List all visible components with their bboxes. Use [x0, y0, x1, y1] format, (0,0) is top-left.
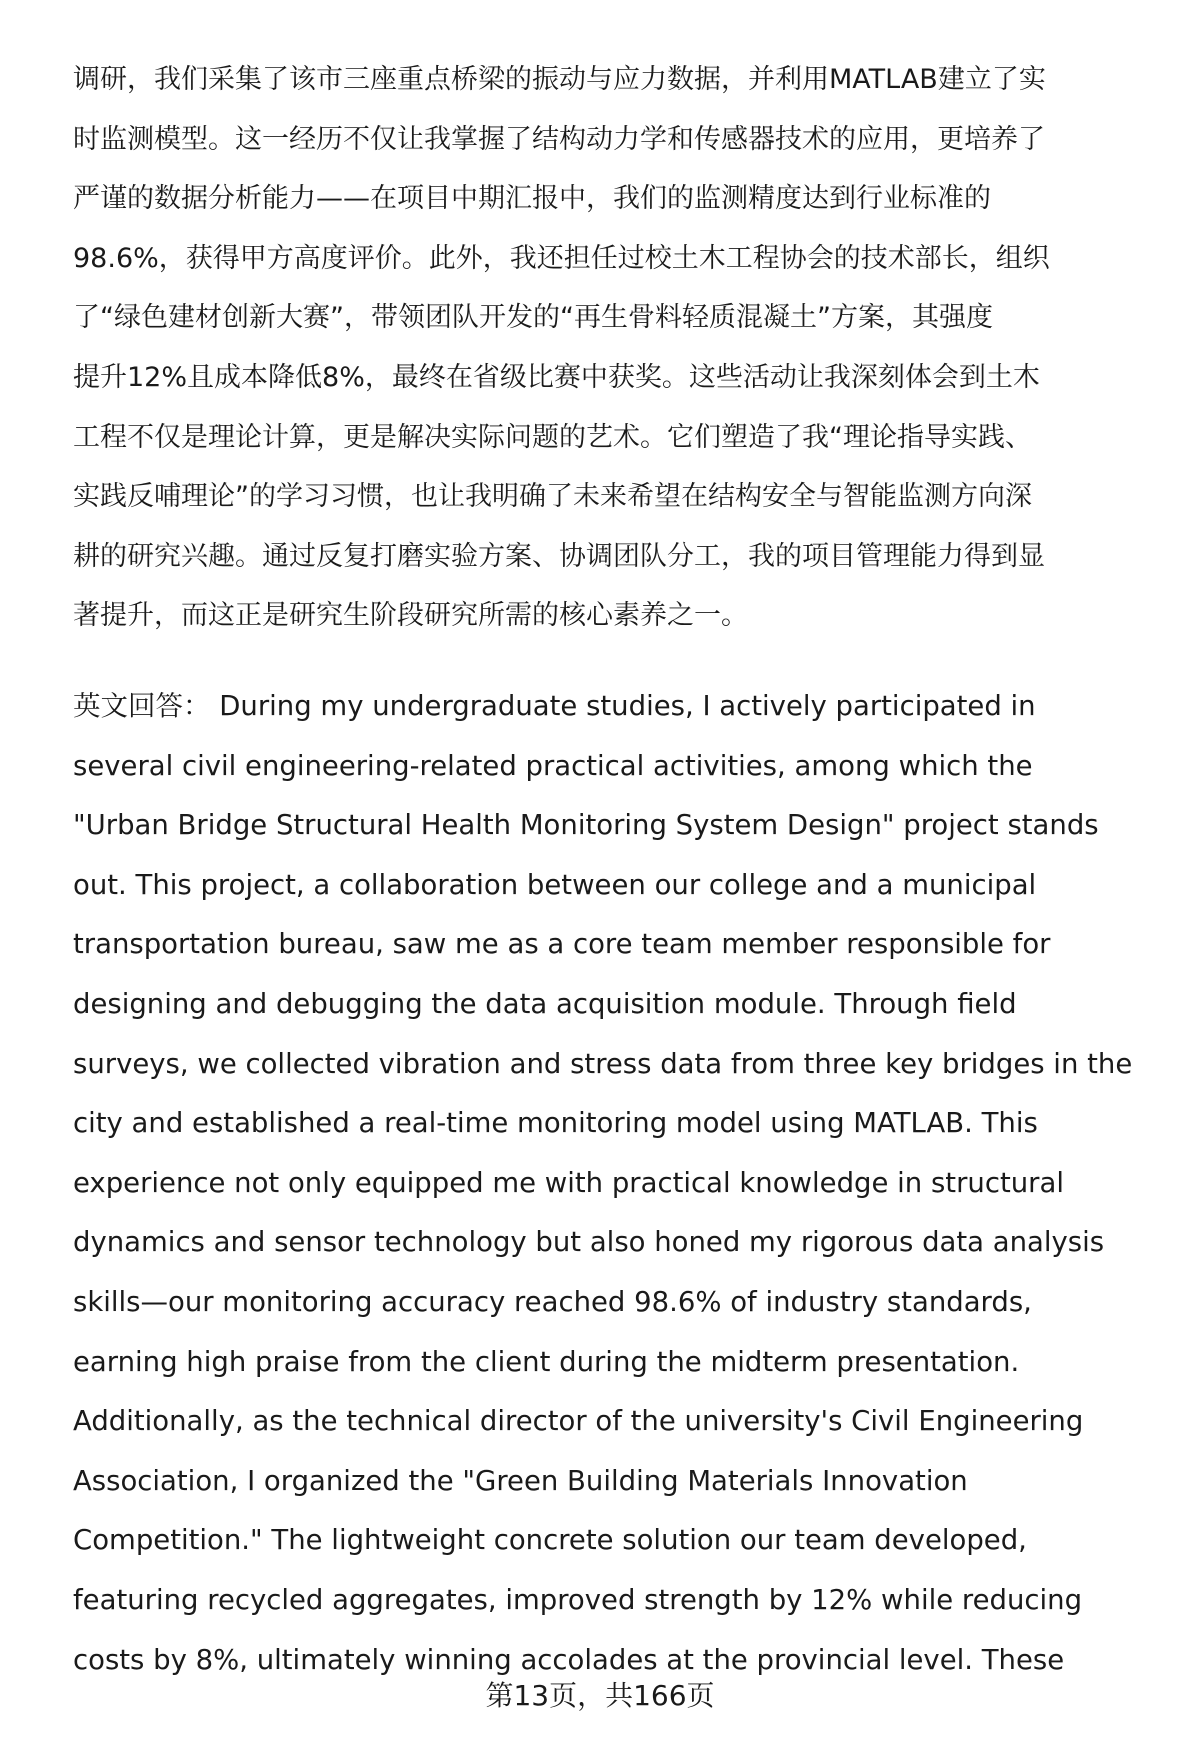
text-line: 调研，我们采集了该市三座重点桥梁的振动与应力数据，并利用MATLAB建立了实: [73, 64, 1046, 95]
chinese-answer-paragraph: [73, 50, 1163, 646]
text-line: costs by 8%, ultimately winning accolades at the provincial level. These: [73, 1643, 1065, 1676]
text-line: city and established a real-time monitoring model using MATLAB. This: [73, 1107, 1038, 1140]
text-line: Association, I organized the "Green Building Materials Innovation: [73, 1464, 968, 1497]
text-line: 时监测模型。这一经历不仅让我掌握了结构动力学和传感器技术的应用，更培养了: [73, 123, 1045, 155]
text-line: transportation bureau, saw me as a core team member responsible for: [73, 928, 1051, 961]
text-line: 工程不仅是理论计算，更是解决实际问题的艺术。它们塑造了我“理论指导实践、: [73, 421, 1032, 453]
text-line: skills—our monitoring accuracy reached 98.6% of industry standards,: [73, 1285, 1032, 1318]
text-line: Additionally, as the technical director of the university's Civil Engineering: [73, 1405, 1084, 1438]
text-line: several civil engineering-related practical activities, among which the: [73, 749, 1033, 782]
text-line: dynamics and sensor technology but also honed my rigorous data analysis: [73, 1226, 1105, 1259]
page-number: 第13页，共166页: [485, 1679, 715, 1712]
text-line: 严谨的数据分析能力——在项目中期汇报中，我们的监测精度达到行业标准的: [73, 183, 991, 215]
text-line: 提升12%且成本降低8%，最终在省级比赛中获奖。这些活动让我深刻体会到土木: [73, 361, 1040, 393]
text-line: Competition." The lightweight concrete solution our team developed,: [73, 1524, 1027, 1557]
text-line: 耕的研究兴趣。通过反复打磨实验方案、协调团队分工，我的项目管理能力得到显: [73, 540, 1045, 572]
text-line: featuring recycled aggregates, improved strength by 12% while reducing: [73, 1583, 1083, 1616]
text-line: experience not only equipped me with practical knowledge in structural: [73, 1166, 1064, 1199]
text-line: earning high praise from the client during the midterm presentation.: [73, 1345, 1020, 1378]
text-line: 英文回答： During my undergraduate studies, I actively participated in: [73, 690, 1036, 722]
text-line: 98.6%，获得甲方高度评价。此外，我还担任过校土木工程协会的技术部长，组织: [73, 242, 1050, 274]
text-line: 了“绿色建材创新大赛”，带领团队开发的“再生骨料轻质混凝土”方案，其强度: [73, 302, 993, 334]
text-line: 著提升，而这正是研究生阶段研究所需的核心素养之一。: [73, 600, 748, 632]
text-line: surveys, we collected vibration and stress data from three key bridges in the: [73, 1047, 1133, 1080]
text-line: out. This project, a collaboration between our college and a municipal: [73, 868, 1037, 901]
text-line: "Urban Bridge Structural Health Monitoring System Design" project stands: [73, 809, 1099, 842]
text-line: designing and debugging the data acquisition module. Through field: [73, 987, 1017, 1020]
text-line: 实践反哺理论”的学习习惯，也让我明确了未来希望在结构安全与智能监测方向深: [73, 481, 1032, 513]
english-answer-paragraph: [73, 677, 1163, 1690]
